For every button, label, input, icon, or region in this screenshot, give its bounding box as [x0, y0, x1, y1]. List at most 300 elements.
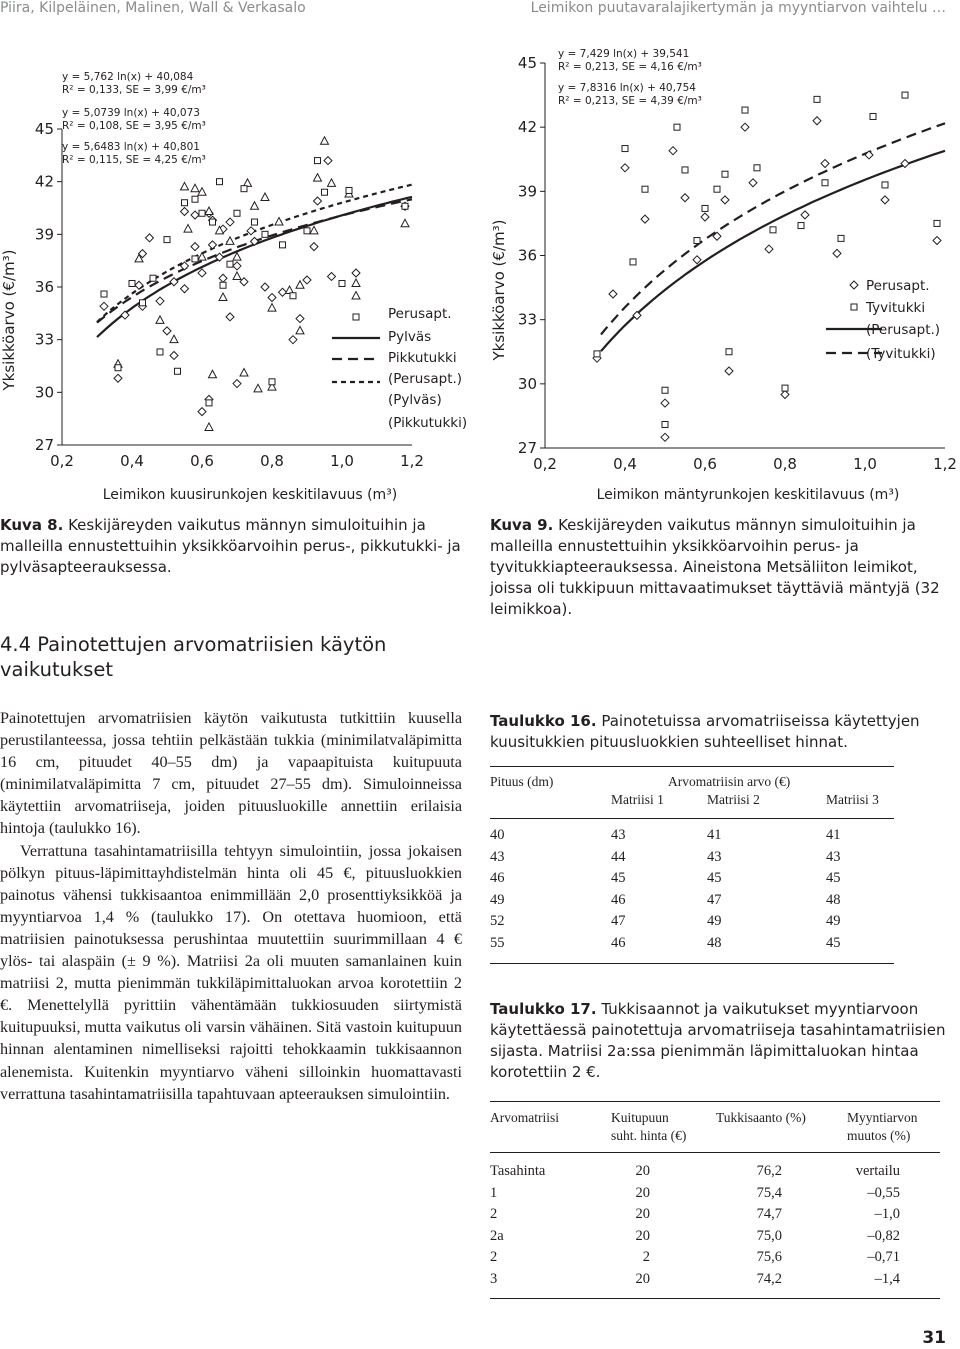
table-cell: 47 — [611, 913, 626, 929]
data-point — [315, 158, 321, 164]
legend-label-fit-pylvas: (Pylväs) — [388, 392, 442, 408]
y-tick-label: 36 — [517, 246, 537, 265]
table-cell: 46 — [611, 891, 626, 908]
table-cell: 45 — [826, 870, 841, 886]
caption-label: Kuva 8. — [0, 516, 64, 534]
data-point — [146, 234, 154, 242]
data-point — [801, 211, 809, 219]
legend-label-fit-perusapt: (Perusapt.) — [866, 322, 941, 338]
data-point — [813, 117, 821, 125]
table-header: Matriisi 1 — [611, 792, 664, 807]
data-point — [770, 227, 776, 233]
x-tick-label: 0,6 — [190, 452, 214, 470]
data-point — [219, 274, 227, 282]
table-header: Tukkisaanto (%) — [716, 1110, 806, 1125]
data-point — [150, 275, 156, 281]
table-header: Arvomatriisi — [490, 1110, 559, 1125]
y-tick-label: 42 — [34, 172, 54, 191]
data-point — [781, 391, 789, 399]
data-point — [209, 241, 217, 249]
data-point — [741, 123, 749, 131]
table-cell: 2a — [490, 1227, 504, 1244]
data-point — [175, 368, 181, 374]
table-row — [490, 1185, 940, 1207]
legend-marker — [352, 292, 360, 300]
legend-label-perusapt: Perusapt. — [866, 278, 930, 294]
data-point — [226, 218, 234, 226]
table-cell: –0,55 — [867, 1184, 900, 1201]
data-point — [275, 218, 283, 226]
data-point — [782, 385, 788, 391]
equation-r2: R² = 0,213, SE = 4,16 €/m³ — [558, 61, 702, 73]
table-cell: –0,82 — [867, 1227, 900, 1244]
y-tick-label: 45 — [517, 54, 537, 72]
data-point — [199, 210, 205, 216]
data-point — [722, 171, 728, 177]
x-tick-label: 0,2 — [50, 452, 74, 470]
data-point — [192, 196, 198, 202]
table-16-caption — [490, 711, 952, 753]
table-cell: 49 — [707, 913, 722, 929]
data-point — [594, 351, 600, 357]
data-point — [621, 164, 629, 172]
data-point — [324, 157, 332, 165]
y-tick-label: 27 — [517, 439, 537, 457]
caption-label: Kuva 9. — [490, 516, 554, 534]
table-label: Taulukko 16. — [490, 712, 597, 730]
table-row — [490, 870, 894, 892]
data-point — [693, 256, 701, 264]
data-point — [346, 187, 352, 193]
data-point — [822, 180, 828, 186]
equation-line: y = 5,0739 ln(x) + 40,073 — [62, 107, 200, 119]
data-point — [339, 280, 345, 286]
table-header: Pituus (dm) — [490, 774, 554, 789]
data-point — [251, 202, 259, 210]
data-point — [163, 327, 171, 335]
y-tick-label: 30 — [34, 383, 54, 402]
table-cell: 49 — [826, 913, 841, 929]
x-tick-label: 1,0 — [853, 455, 877, 473]
data-point — [181, 285, 189, 293]
legend-marker — [850, 281, 858, 289]
table-row — [490, 827, 894, 849]
figure-8-chart — [0, 40, 470, 510]
data-point — [100, 302, 108, 310]
data-point — [269, 379, 275, 385]
data-point — [182, 200, 188, 206]
data-point — [227, 261, 233, 267]
table-header-row — [490, 1110, 940, 1128]
data-point — [157, 349, 163, 355]
caption-text: Keskijäreyden vaikutus männyn simuloituihin ja malleilla ennustettuihin yksikköarvoihin perus-, pikkutukki- ja pylväsapteerauksessa. — [0, 516, 461, 576]
data-point — [252, 219, 258, 225]
data-point — [296, 281, 304, 289]
series-square — [101, 158, 408, 406]
data-point — [662, 387, 668, 393]
series-triangle — [114, 137, 409, 431]
data-point — [290, 293, 296, 299]
data-point — [882, 182, 888, 188]
data-point — [198, 408, 206, 416]
data-point — [164, 237, 170, 243]
table-cell: 48 — [707, 934, 722, 951]
x-tick-label: 1,0 — [330, 452, 354, 470]
data-point — [205, 207, 213, 215]
series-square — [594, 92, 940, 427]
data-point — [662, 421, 668, 427]
body-text — [0, 707, 462, 1105]
table-cell: –1,0 — [874, 1206, 900, 1222]
data-point — [814, 96, 820, 102]
data-point — [314, 174, 322, 182]
data-point — [721, 196, 729, 204]
equation-r2: R² = 0,115, SE = 4,25 €/m³ — [62, 154, 206, 166]
table-cell: 20 — [635, 1206, 650, 1222]
data-point — [220, 282, 226, 288]
equation-line: y = 7,8316 ln(x) + 40,754 — [558, 82, 696, 94]
data-point — [609, 290, 617, 298]
data-point — [226, 313, 234, 321]
data-point — [219, 293, 227, 301]
data-point — [870, 113, 876, 119]
data-point — [156, 297, 164, 305]
table-cell: 2 — [490, 1206, 498, 1222]
running-header-title: Leimikon puutavaralajikertymän ja myyntiarvon vaihtelu … — [530, 0, 946, 16]
data-point — [641, 215, 649, 223]
table-cell: 1 — [490, 1184, 498, 1201]
table-cell: 75,6 — [756, 1249, 782, 1265]
table-label: Taulukko 17. — [490, 1000, 597, 1018]
data-point — [280, 242, 286, 248]
table-rule — [490, 1152, 940, 1153]
series-diamond — [100, 157, 409, 416]
data-point — [725, 367, 733, 375]
equation-r2: R² = 0,133, SE = 3,99 €/m³ — [62, 84, 206, 96]
table-rule — [490, 1101, 940, 1102]
x-tick-label: 0,4 — [120, 452, 144, 470]
data-point — [184, 225, 192, 233]
data-point — [401, 219, 409, 227]
data-point — [268, 294, 276, 302]
table-cell: 2 — [642, 1249, 650, 1265]
data-point — [328, 179, 336, 187]
figure-8-caption — [0, 515, 462, 578]
table-cell: 3 — [490, 1270, 498, 1287]
table-header: Matriisi 2 — [707, 792, 760, 807]
data-point — [254, 384, 262, 392]
legend-label-tyvitukki: Tyvitukki — [866, 300, 926, 316]
data-point — [296, 315, 304, 323]
data-point — [902, 92, 908, 98]
data-point — [622, 146, 628, 152]
table-caption-text: Tukkisaannot ja vaikutukset myyntiarvoon käytettäessä painotettuja arvomatriiseja tasahintamatriisien sijasta. Matriisi 2a:ssa pienimmän läpimittaluokan hintaa korotettiin 2 €. — [490, 1000, 946, 1081]
data-point — [321, 137, 329, 145]
axes — [35, 120, 424, 470]
legend-label-fit-perusapt: (Perusapt.) — [388, 371, 463, 387]
caption-text: Keskijäreyden vaikutus männyn simuloituihin ja malleilla ennustettuihin yksikköarvoihin perus- ja tyvitukkiapteerauksessa. Aineistona Metsäliiton leimikot, joissa oli tukkipuun mittavaatimukset täyttäviä mäntyjä (32 leimikkoa). — [490, 516, 940, 618]
y-tick-label: 27 — [34, 436, 54, 454]
data-point — [310, 243, 318, 251]
data-point — [742, 107, 748, 113]
x-tick-label: 0,8 — [260, 452, 284, 470]
data-point — [694, 238, 700, 244]
table-cell: 43 — [707, 848, 722, 865]
data-point — [181, 208, 189, 216]
legend-marker — [352, 269, 360, 277]
table-17-header — [490, 1110, 940, 1146]
data-point — [101, 291, 107, 297]
legend-label-fit-tyvitukki: (Tyvitukki) — [866, 346, 936, 362]
x-axis-label: Leimikon mäntyrunkojen keskitilavuus (m³) — [596, 487, 900, 503]
x-tick-label: 0,6 — [693, 455, 717, 473]
table-cell: –0,71 — [867, 1249, 900, 1265]
data-point — [234, 210, 240, 216]
y-axis-label: Yksikköarvo (€/m³) — [490, 219, 508, 361]
data-point — [209, 370, 217, 378]
table-cell: 40 — [490, 827, 505, 843]
body-paragraph: Verrattuna tasahintamatriisilla tehtyyn simulointiin, jossa jokaisen pölkyn pituus-läpimittayhdistelmän hinta oli 45 €, pituusluokkien painotus vähensi tukkisaantoa enimmillään 2,0 prosenttiyksikköä ja myyntiarvoa 1,4 % (taulukko 17). On otettava huomioon, että matriisien painotuksessa perushintaa muutettiin suurimmillaan 4 € ylös- tai alaspäin (± 9 %). Matriisi 2a oli muuten samanlainen kuin matriisi 2, mutta pienimmän tukkiläpimittaluokan arvoa korotettiin 2 €. Menettelyllä pyrittiin vähentämään tukkiosuuden siirtymistä kuitupuuksi, mutta vaikutus oli varsin vähäinen. Sitä vastoin kuitupuun hinnan alentaminen nimelliseksi rajoitti tehokkaamin tukkisaannon alenemista. Kuitenkin myyntiarvo väheni silloinkin huomattavasti verrattuna tasahintamatriisilla tapahtuvaan apteerauksen simulointiin. — [0, 841, 462, 1103]
x-axis-label: Leimikon kuusirunkojen keskitilavuus (m³) — [102, 487, 398, 503]
y-tick-label: 33 — [517, 310, 537, 329]
data-point — [669, 147, 677, 155]
table-header: suht. hinta (€) — [611, 1128, 687, 1143]
data-point — [191, 184, 199, 192]
data-point — [181, 182, 189, 190]
data-point — [241, 186, 247, 192]
data-point — [798, 223, 804, 229]
data-point — [682, 167, 688, 173]
data-point — [933, 237, 941, 245]
y-tick-label: 30 — [517, 374, 537, 393]
table-cell: 75,4 — [756, 1184, 782, 1201]
data-point — [140, 300, 146, 306]
data-point — [310, 226, 318, 234]
data-point — [206, 400, 212, 406]
fit-line — [97, 197, 412, 337]
data-point — [881, 196, 889, 204]
table-cell: 44 — [611, 848, 626, 865]
data-point — [261, 193, 269, 201]
table-row — [490, 1249, 940, 1271]
data-point — [322, 189, 328, 195]
data-point — [702, 205, 708, 211]
table-cell: 20 — [635, 1184, 650, 1201]
data-point — [210, 219, 216, 225]
data-point — [233, 253, 241, 261]
data-point — [754, 165, 760, 171]
axes — [518, 54, 957, 473]
data-point — [714, 186, 720, 192]
data-point — [192, 256, 198, 262]
data-point — [701, 213, 709, 221]
body-paragraph: Painotettujen arvomatriisien käytön vaikutusta tutkittiin kuusella perustilanteessa, jossa tehtiin pelkästään tukkia (minimilatvaläpimitta 16 cm, pituudet 40–55 dm) ja vapaapituista kuitupuuta (minimilatvaläpimitta 7 cm, pituudet 27–55 dm). Simuloinneissa käytettiin arvomatriiseja, joiden pituusluokille annettiin erilaisia hintoja (taulukko 16). — [0, 709, 462, 838]
data-point — [170, 335, 178, 343]
y-axis-label: Yksikköarvo (€/m³) — [0, 249, 18, 391]
data-point — [934, 220, 940, 226]
table-cell: 20 — [635, 1163, 650, 1179]
data-point — [674, 124, 680, 130]
x-tick-label: 0,8 — [773, 455, 797, 473]
table-row — [490, 1271, 940, 1293]
y-tick-label: 36 — [34, 278, 54, 296]
y-tick-label: 45 — [34, 120, 54, 138]
figure-9-caption — [490, 515, 952, 620]
data-point — [170, 351, 178, 359]
table-cell: 46 — [611, 934, 626, 951]
y-tick-label: 33 — [34, 330, 54, 349]
table-header: Kuitupuun — [611, 1110, 669, 1125]
equations — [62, 71, 206, 166]
legend-marker — [851, 304, 857, 310]
data-point — [328, 272, 336, 280]
data-point — [402, 203, 408, 209]
table-cell: 43 — [611, 827, 626, 843]
table-header-group: Arvomatriisin arvo (€) — [668, 774, 791, 789]
legend-label-perusapt: Perusapt. — [388, 306, 452, 322]
table-header: muutos (%) — [847, 1128, 911, 1143]
table-rule — [490, 1298, 940, 1299]
table-cell: 43 — [826, 848, 841, 865]
table-cell: 52 — [490, 913, 505, 929]
data-point — [304, 228, 310, 234]
data-point — [833, 249, 841, 257]
legend-marker — [353, 314, 359, 320]
data-point — [261, 283, 269, 291]
table-17-caption — [490, 999, 952, 1083]
table-row — [490, 935, 894, 957]
equation-line: y = 5,6483 ln(x) + 40,801 — [62, 141, 200, 153]
table-cell: 41 — [826, 827, 841, 843]
legend-label-fit-pikkutukki: (Pikkutukki) — [388, 415, 468, 431]
data-point — [115, 365, 121, 371]
table-cell: 20 — [635, 1227, 650, 1244]
data-point — [726, 349, 732, 355]
table-cell: 48 — [826, 891, 841, 908]
data-point — [205, 423, 213, 431]
table-cell: 46 — [490, 870, 505, 886]
figure-9-chart — [490, 40, 960, 510]
data-point — [838, 235, 844, 241]
table-rule — [490, 963, 894, 964]
equations — [558, 48, 702, 107]
running-header-authors: Piira, Kilpeläinen, Malinen, Wall & Verkasalo — [0, 0, 306, 16]
table-rule — [490, 818, 894, 819]
data-point — [289, 336, 297, 344]
legend-label-pylvas: Pylväs — [388, 329, 432, 345]
data-point — [268, 304, 276, 312]
table-caption-text: Painotetuissa arvomatriiseissa käytettyjen kuusitukkien pituusluokkien suhteelliset hinnat. — [490, 712, 920, 751]
data-point — [240, 369, 248, 377]
data-point — [191, 243, 199, 251]
y-tick-label: 42 — [517, 118, 537, 137]
data-point — [314, 197, 322, 205]
table-header: Myyntiarvon — [847, 1110, 918, 1125]
table-cell: 45 — [826, 934, 841, 951]
table-17-body — [490, 1163, 940, 1292]
data-point — [233, 272, 241, 280]
data-point — [296, 326, 304, 334]
table-row — [490, 1163, 940, 1185]
table-cell: 20 — [635, 1270, 650, 1287]
table-header: Matriisi 3 — [826, 792, 879, 807]
data-point — [661, 433, 669, 441]
data-point — [198, 253, 206, 261]
data-point — [642, 186, 648, 192]
table-row — [490, 1206, 940, 1228]
x-tick-label: 1,2 — [400, 452, 424, 470]
data-point — [661, 399, 669, 407]
table-cell: 47 — [707, 891, 722, 908]
chart-legend — [865, 278, 940, 362]
table-cell: 74,7 — [756, 1206, 782, 1222]
table-cell: 76,2 — [756, 1163, 782, 1179]
data-point — [156, 316, 164, 324]
table-cell: Tasahinta — [490, 1163, 546, 1179]
x-tick-label: 0,4 — [613, 455, 637, 473]
table-header-row — [490, 1128, 940, 1146]
x-tick-label: 1,2 — [933, 455, 957, 473]
data-point — [262, 231, 268, 237]
table-cell: 75,0 — [756, 1227, 782, 1244]
x-tick-label: 0,2 — [533, 455, 557, 473]
table-16-body — [490, 827, 894, 956]
data-point — [630, 259, 636, 265]
table-cell: 45 — [611, 870, 626, 886]
table-rule — [490, 766, 894, 767]
data-point — [765, 245, 773, 253]
table-cell: 43 — [490, 848, 505, 865]
table-cell: 45 — [707, 870, 722, 886]
table-row — [490, 1228, 940, 1250]
table-cell: 74,2 — [756, 1270, 782, 1287]
chart-legend — [388, 306, 467, 431]
data-point — [247, 227, 255, 235]
equation-line: y = 5,762 ln(x) + 40,084 — [62, 71, 194, 83]
data-point — [681, 194, 689, 202]
equation-r2: R² = 0,108, SE = 3,95 €/m³ — [62, 120, 206, 132]
data-point — [233, 262, 241, 270]
y-tick-label: 39 — [517, 182, 537, 201]
data-point — [303, 276, 311, 284]
table-cell: 55 — [490, 934, 505, 951]
data-point — [114, 374, 122, 382]
data-point — [821, 160, 829, 168]
table-cell: 41 — [707, 827, 722, 843]
data-point — [233, 380, 241, 388]
table-cell: vertailu — [855, 1163, 900, 1179]
data-point — [129, 280, 135, 286]
data-point — [226, 237, 234, 245]
y-tick-label: 39 — [34, 225, 54, 244]
page-number: 31 — [922, 1328, 946, 1348]
table-cell: 2 — [490, 1249, 498, 1265]
table-cell: –1,4 — [874, 1270, 900, 1287]
table-row — [490, 913, 894, 935]
legend-label-pikkutukki: Pikkutukki — [388, 350, 457, 366]
data-point — [749, 179, 757, 187]
data-point — [191, 211, 199, 219]
data-point — [352, 279, 360, 287]
equation-line: y = 7,429 ln(x) + 39,541 — [558, 48, 690, 60]
table-row — [490, 849, 894, 871]
table-row — [490, 892, 894, 914]
table-cell: 49 — [490, 891, 505, 908]
section-heading: 4.4 Painotettujen arvomatriisien käytön vaikutukset — [0, 633, 387, 681]
equation-r2: R² = 0,213, SE = 4,39 €/m³ — [558, 95, 702, 107]
data-point — [279, 288, 287, 296]
data-point — [198, 269, 206, 277]
